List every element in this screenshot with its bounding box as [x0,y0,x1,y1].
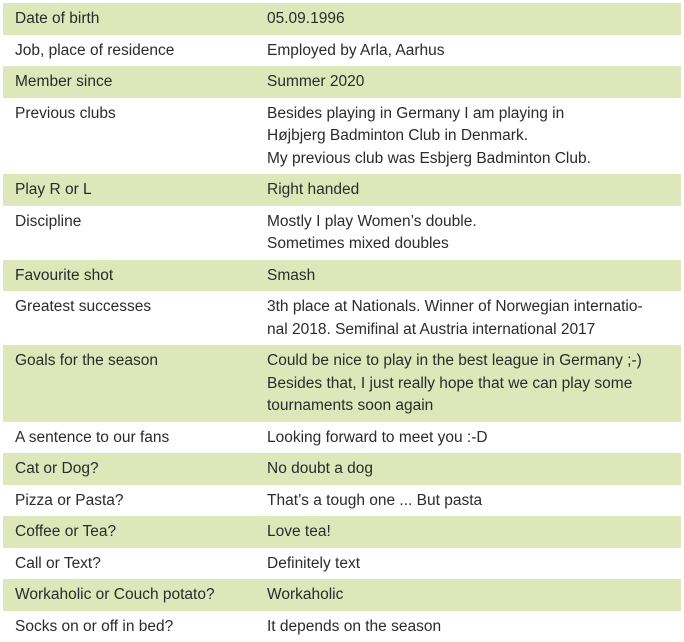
table-row [3,260,681,292]
value-line: Employed by Arla, Aarhus [267,40,673,63]
row-value [247,174,681,206]
row-label: A sentence to our fans [3,422,247,454]
row-label: Pizza or Pasta? [3,485,247,517]
row-value [247,260,681,292]
value-line: Could be nice to play in the best league in Germany ;-) [267,350,673,373]
row-value [247,35,681,67]
table-row [3,485,681,517]
row-value [247,453,681,485]
table-row [3,516,681,548]
row-label: Job, place of residence [3,35,247,67]
row-label: Favourite shot [3,260,247,292]
row-label: Cat or Dog? [3,453,247,485]
value-line: Summer 2020 [267,71,673,94]
row-label: Date of birth [3,3,247,35]
row-label: Discipline [3,206,247,260]
row-label: Call or Text? [3,548,247,580]
value-line: Love tea! [267,521,673,544]
row-label: Greatest successes [3,291,247,345]
table-row [3,422,681,454]
row-value [247,422,681,454]
row-value [247,3,681,35]
value-line: Right handed [267,179,673,202]
value-line: It depends on the season [267,616,673,639]
value-line: Mostly I play Women’s double. [267,211,673,234]
table-row [3,611,681,642]
row-label: Coffee or Tea? [3,516,247,548]
value-line: Højbjerg Badminton Club in Denmark. [267,125,673,148]
table-row [3,345,681,422]
table-row [3,3,681,35]
value-line: Definitely text [267,553,673,576]
row-value [247,345,681,422]
table-row [3,174,681,206]
row-label: Member since [3,66,247,98]
row-label: Socks on or off in bed? [3,611,247,642]
table-row [3,66,681,98]
row-label: Goals for the season [3,345,247,422]
table-row [3,291,681,345]
value-line: 05.09.1996 [267,8,673,31]
value-line: My previous club was Esbjerg Badminton Club. [267,148,673,171]
value-line: nal 2018. Semifinal at Austria international 2017 [267,319,673,342]
value-line: Sometimes mixed doubles [267,233,673,256]
row-value [247,611,681,642]
table-row [3,206,681,260]
table-row [3,579,681,611]
table-row [3,98,681,175]
value-line: 3th place at Nationals. Winner of Norwegian internatio- [267,296,673,319]
row-value [247,485,681,517]
row-value [247,66,681,98]
value-line: tournaments soon again [267,395,673,418]
value-line: Looking forward to meet you :-D [267,427,673,450]
row-value [247,206,681,260]
row-value [247,548,681,580]
row-label: Play R or L [3,174,247,206]
row-label: Workaholic or Couch potato? [3,579,247,611]
row-value [247,579,681,611]
row-value [247,291,681,345]
value-line: Workaholic [267,584,673,607]
row-label: Previous clubs [3,98,247,175]
value-line: Besides that, I just really hope that we can play some [267,373,673,396]
row-value [247,98,681,175]
table-row [3,35,681,67]
value-line: No doubt a dog [267,458,673,481]
value-line: Smash [267,265,673,288]
row-value [247,516,681,548]
player-profile-table [3,3,681,642]
value-line: That’s a tough one ... But pasta [267,490,673,513]
table-row [3,453,681,485]
value-line: Besides playing in Germany I am playing in [267,103,673,126]
table-row [3,548,681,580]
